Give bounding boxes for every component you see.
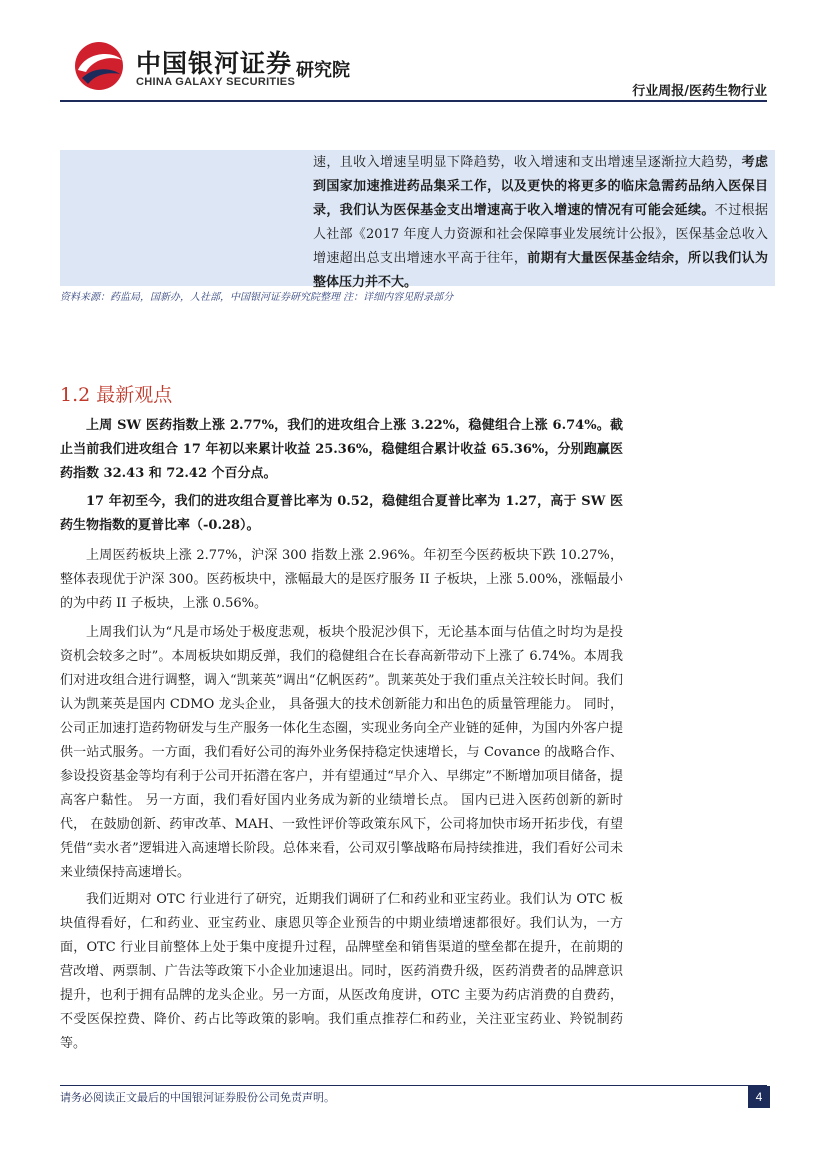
callout-seg3: 不过根据人社部《2017 年度人力资源和社会保障事业发展统计公报》，医保基金总收入增速超出总支出增速水平高于往年， [313,203,768,266]
paragraph-sharpe [60,490,623,538]
paragraph-text: 我们近期对 OTC 行业进行了研究，近期我们调研了仁和药业和亚宝药业。我们认为 OTC 板块值得看好，仁和药业、亚宝药业、康恩贝等企业预告的中期业绩增速都很好。我们认为，一方面，OTC 行业目前整体上处于集中度提升过程，品牌壁垒和销售渠道的壁垒都在提升，在前期的营改增、两票制、广告法等政策下小企业加速退出。同时，医药消费升级，医药消费者的品牌意识提升，也利于拥有品牌的龙头企业。另一方面，从医改角度讲，OTC 主要为药店消费的自费药，不受医保控费、降价、药占比等政策的影响。我们重点推荐仁和药业，关注亚宝药业、羚锐制药等。 [60,892,623,1051]
institute-label: 研究院 [296,60,350,81]
paragraph-text: 17 年初至今，我们的进攻组合夏普比率为 0.52，稳健组合夏普比率为 1.27，高于 SW 医药生物指数的夏普比率（-0.28）。 [60,494,623,533]
report-type: 行业周报/医药生物行业 [632,84,767,99]
brand-name-cn: 中国银河证券 [136,49,293,78]
paragraph-returns [60,414,623,486]
header-divider [60,100,767,102]
callout-seg4: 前期有大量医保基金结余，所以我们认为整体压力并不大。 [313,251,768,290]
paragraph-otc [60,888,623,1056]
section-title: 1.2 最新观点 [60,384,173,406]
paragraph-text: 上周 SW 医药指数上涨 2.77%，我们的进攻组合上涨 3.22%，稳健组合上涨 6.74%。截止当前我们进攻组合 17 年初以来累计收益 25.36%，稳健组合累计收益 65.36%，分别跑赢医药指数 32.43 和 72.42 个百分点。 [60,418,623,481]
paragraph-text: 上周我们认为“凡是市场处于极度悲观，板块个股泥沙俱下，无论基本面与估值之时均为是投资机会较多之时”。本周板块如期反弹，我们的稳健组合在长春高新带动下上涨了 6.74%。本周我们对进攻组合进行调整，调入“凯莱英”调出“亿帆医药”。凯莱英处于我们重点关注较长时间。我们认为凯莱英是国内 CDMO 龙头企业， 具备强大的技术创新能力和出色的质量管理能力。 同时，公司正加速打造药物研发与生产服务一体化生态圈，实现业务向全产业链的延伸，为国内外客户提供一站式服务。一方面，我们看好公司的海外业务保持稳定快速增长，与 Covance 的战略合作、参设投资基金等均有利于公司开拓潜在客户，并有望通过“早介入、早绑定”不断增加项目储备，提高客户黏性。 另一方面，我们看好国内业务成为新的业绩增长点。 国内已进入医药创新的新时代， 在鼓励创新、药审改革、MAH、一致性评价等政策东风下，公司将加快市场开拓步伐，有望凭借“卖水者”逻辑进入高速增长阶段。总体来看，公司双引擎战略布局持续推进，我们看好公司未来业绩保持高速增长。 [60,625,623,880]
paragraph-portfolio [60,621,623,885]
callout-text [313,151,768,295]
page-number: 4 [748,1086,770,1108]
source-note: 资料来源：药监局，国新办，人社部，中国银河证券研究院整理 注：详细内容见附录部分 [60,292,454,303]
logo-icon [68,40,130,92]
callout-seg1: 速，且收入增速呈明显下降趋势，收入增速和支出增速呈逐渐拉大趋势， [313,155,742,170]
footer-disclaimer: 请务必阅读正文最后的中国银河证券股份公司免责声明。 [60,1091,335,1104]
brand-name-en: CHINA GALAXY SECURITIES [136,76,296,88]
callout-seg2: 考虑到国家加速推进药品集采工作，以及更快的将更多的临床急需药品纳入医保目录，我们认为医保基金支出增速高于收入增速的情况有可能会延续。 [313,155,768,218]
footer-divider [60,1085,767,1086]
paragraph-sector [60,544,623,616]
paragraph-text: 上周医药板块上涨 2.77%，沪深 300 指数上涨 2.96%。年初至今医药板块下跌 10.27%，整体表现优于沪深 300。医药板块中，涨幅最大的是医疗服务 II 子板块，上涨 5.00%，涨幅最小的为中药 II 子板块，上涨 0.56%。 [60,548,623,611]
